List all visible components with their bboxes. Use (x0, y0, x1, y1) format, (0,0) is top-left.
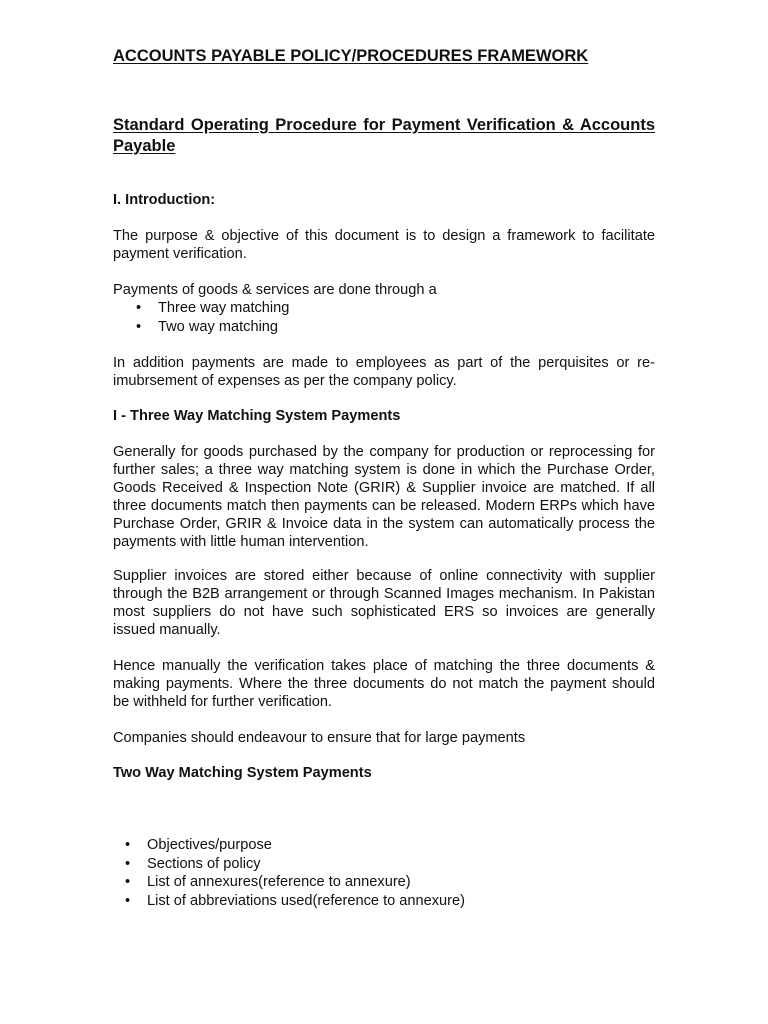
three-way-paragraph-1: Generally for goods purchased by the company for production or reprocessing for further sales; a three way matching system is done in which the Purchase Order, Goods Received & Inspection Note (GRIR) & Supplier invoice are matched. If all three documents match then payments can be released. Modern ERPs which have Purchase Order, GRIR & Invoice data in the system can automatically process the payments with little human intervention. (113, 444, 655, 550)
two-way-matching-heading: Two Way Matching System Payments (113, 765, 372, 781)
outline-list (125, 836, 466, 910)
bullet-icon: • (136, 318, 142, 335)
list-item-label: List of annexures(reference to annexure) (147, 874, 411, 890)
list-item (136, 299, 290, 318)
three-way-paragraph-2: Supplier invoices are stored either because of online connectivity with supplier through the B2B arrangement or through Scanned Images mechanism. In Pakistan most suppliers do not have such sophisticated ERS so invoices are generally issued manually. (113, 568, 655, 638)
introduction-heading: I. Introduction: (113, 192, 216, 208)
list-item-label: Three way matching (158, 300, 290, 316)
list-item (125, 836, 465, 855)
employee-payments-paragraph: In addition payments are made to employees as part of the perquisites or re-imubrsement of expenses as per the company policy. (113, 355, 655, 389)
matching-types-list (136, 299, 290, 336)
bullet-icon: • (125, 874, 131, 890)
introduction-paragraph: The purpose & objective of this document is to design a framework to facilitate payment verification. (113, 228, 655, 262)
bullet-icon: • (125, 892, 131, 909)
bullet-icon: • (125, 837, 131, 853)
three-way-paragraph-4: Companies should endeavour to ensure that for large payments (113, 730, 526, 746)
list-item (125, 855, 465, 874)
list-item-label: Sections of policy (147, 855, 261, 872)
bullet-icon: • (125, 855, 131, 872)
list-item-label: Two way matching (158, 318, 279, 335)
document-title: ACCOUNTS PAYABLE POLICY/PROCEDURES FRAMEWORK (113, 47, 589, 65)
list-item (125, 892, 466, 911)
bullet-icon: • (136, 300, 142, 316)
list-item-label: List of abbreviations used(reference to annexure) (147, 892, 466, 909)
sop-title: Standard Operating Procedure for Payment Verification & Accounts Payable (113, 116, 655, 155)
three-way-matching-heading: I - Three Way Matching System Payments (113, 408, 401, 424)
three-way-paragraph-3: Hence manually the verification takes place of matching the three documents & making payments. Where the three documents do not match the payment should be withheld for further verification. (113, 658, 655, 710)
list-item-label: Objectives/purpose (147, 837, 272, 853)
payments-lead-text: Payments of goods & services are done through a (113, 282, 437, 298)
list-item (136, 318, 289, 337)
list-item (125, 873, 465, 892)
